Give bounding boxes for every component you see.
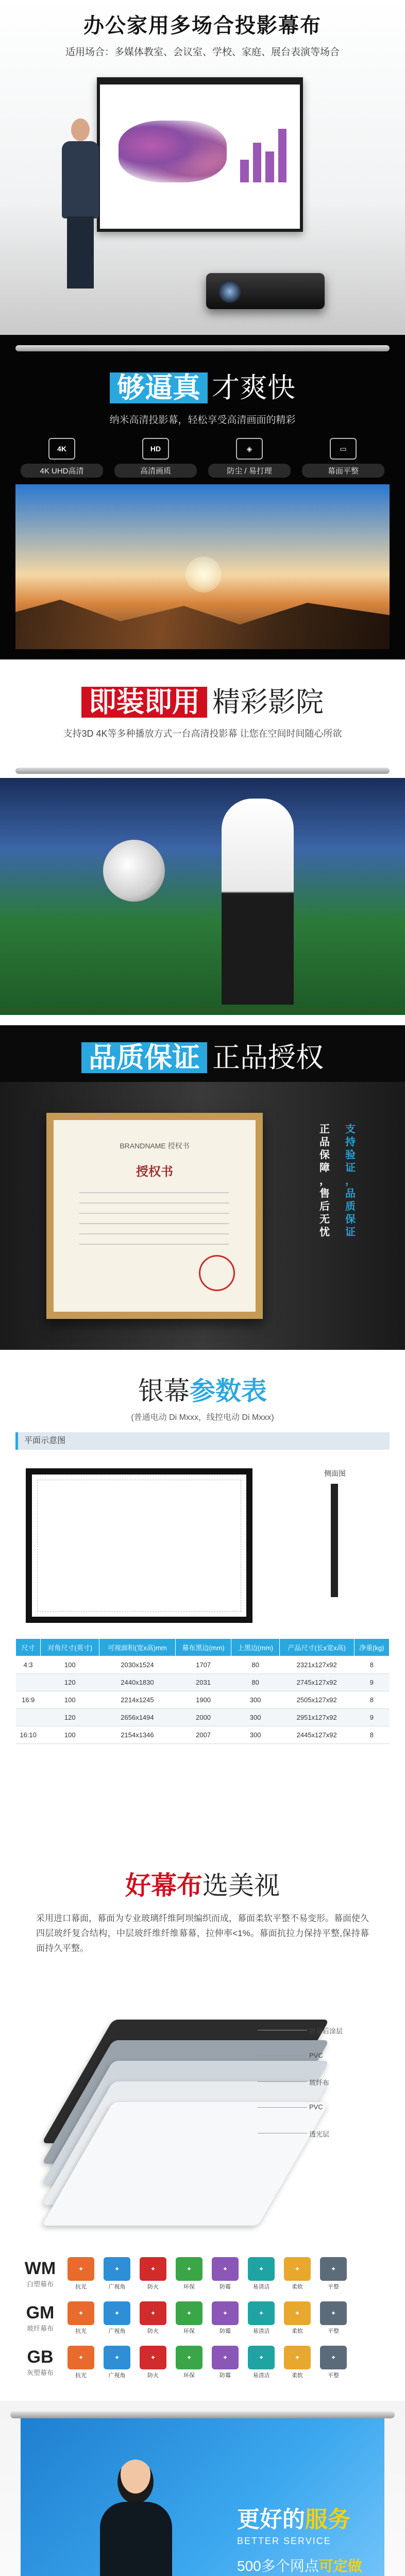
spec-table	[15, 1638, 390, 1744]
table-row	[16, 1709, 390, 1726]
lens-icon	[218, 280, 241, 303]
realistic-title	[0, 366, 405, 405]
grade-row	[15, 2251, 390, 2296]
slogan-char: 证	[345, 1162, 356, 1174]
slogan-char: 证	[345, 1227, 356, 1238]
spec-title-light: 银幕	[138, 1377, 190, 1405]
spec-cell: 300	[231, 1709, 279, 1726]
ready-desc: 支持3D 4K等多种播放方式一台高清投影幕 让您在空间时间随心所欲	[63, 728, 342, 739]
chart-bar	[253, 143, 262, 182]
slogan-char: 持	[345, 1137, 356, 1148]
spec-cell: 300	[231, 1726, 279, 1744]
projector-device	[206, 273, 325, 309]
office-section	[0, 0, 405, 335]
realistic-desc: 纳米高清投影幕，轻松享受高清画面的精彩	[109, 415, 296, 426]
spec-cell: 2000	[175, 1709, 231, 1726]
slogan-char: ，	[345, 1175, 356, 1187]
feature-icon: ✦ 柔软	[281, 2346, 313, 2379]
slogan-char: 保	[345, 1214, 356, 1225]
grade-row	[15, 2296, 390, 2340]
feature-item: ◈ 防尘 / 易打理	[208, 438, 291, 478]
spec-cell: 300	[231, 1691, 279, 1709]
spec-cell: 100	[41, 1726, 99, 1744]
spec-cell: 2030x1524	[99, 1656, 175, 1674]
service-text	[237, 2501, 392, 2576]
table-row	[16, 1726, 390, 1744]
spec-cell: 2656x1494	[99, 1709, 175, 1726]
screen-rod	[15, 345, 390, 351]
spec-cell: 80	[231, 1656, 279, 1674]
spec-cell: 1900	[175, 1691, 231, 1709]
slogan-char: 后	[319, 1201, 330, 1212]
spec-cell: 2154x1346	[99, 1726, 175, 1744]
spec-cell: 2445x127x92	[279, 1726, 354, 1744]
screen-rod	[15, 768, 390, 774]
dustproof-icon: ◈	[236, 438, 263, 460]
service-banner	[21, 2418, 384, 2576]
certificate-area	[0, 1082, 405, 1350]
table-row	[16, 1656, 390, 1674]
material-title-strong: 好幕布	[125, 1871, 202, 1900]
feature-icon: ✦ 广视角	[101, 2346, 133, 2379]
bar-graphic	[240, 126, 286, 182]
flat-screen-icon: ▭	[330, 438, 357, 460]
office-subtitle: 适用场合：多媒体教室、会议室、学校、家庭、展台表演等场合	[65, 47, 340, 58]
feature-icon: ✦ 平整	[317, 2301, 349, 2335]
feature-icon: ✦ 环保	[173, 2346, 205, 2379]
feature-icon: ✦ 平整	[317, 2346, 349, 2379]
spec-cell: 16:9	[16, 1691, 41, 1709]
feature-icon: ✦ 环保	[173, 2257, 205, 2291]
spec-header-cell: 产品尺寸(长x宽x高)	[279, 1639, 354, 1656]
feature-icon: ✦ 抗光	[65, 2346, 97, 2379]
feature-icon: ✦ 防霉	[209, 2301, 241, 2335]
grade-list	[15, 2251, 390, 2384]
material-desc: 采用进口幕面，幕面为专业玻璃纤维阿坝编织而成，幕面柔软平整不易变形。幕面使久四层玻纤复合结构，中层玻纤维纤维幕幕，拉伸率<1%。幕面抗拉力保持平整,保持幕面持久平整。	[36, 1913, 369, 1953]
spec-cell: 100	[41, 1656, 99, 1674]
spec-cell: 1707	[175, 1656, 231, 1674]
spec-cell: 8	[354, 1691, 389, 1709]
authorization-certificate	[46, 1113, 263, 1319]
layer-label: PVC	[309, 2103, 323, 2111]
feature-icon: ✦ 广视角	[101, 2257, 133, 2291]
spec-cell: 8	[354, 1726, 389, 1744]
soccer-ball-icon	[103, 840, 165, 902]
spec-cell: 2214x1245	[99, 1691, 175, 1709]
feature-icon: ✦ 环保	[173, 2301, 205, 2335]
spec-header-cell: 对角尺寸(英寸)	[41, 1639, 99, 1656]
uhd-icon: 4K	[48, 438, 75, 460]
presenter-figure	[57, 118, 103, 289]
feature-icon: ✦ 抗光	[65, 2257, 97, 2291]
realistic-title-light: 才爽快	[212, 372, 295, 403]
feature-icon: ✦ 抗光	[65, 2301, 97, 2335]
service-staff-figure	[93, 2460, 180, 2576]
feature-icon: ✦ 柔软	[281, 2257, 313, 2291]
material-section	[0, 1844, 405, 2401]
ready-section	[0, 659, 405, 1025]
service-custom: 可定做	[318, 2558, 362, 2574]
chart-bar	[265, 151, 274, 183]
slogan-char: 质	[345, 1201, 356, 1212]
world-map-graphic	[119, 121, 227, 182]
quality-title-light: 正品授权	[212, 1042, 324, 1073]
feature-item: ▭ 幕面平整	[302, 438, 384, 478]
slogan-char: 品	[319, 1137, 330, 1148]
service-outlets: 500多个网点	[237, 2558, 319, 2574]
cert-brand: BRANDNAME 授权书	[120, 1142, 190, 1150]
soccer-stadium-image	[0, 778, 405, 1015]
feature-item: 4K 4K UHD高清	[21, 438, 103, 478]
spec-cell: 4:3	[16, 1656, 41, 1674]
feature-icon: ✦ 易清洁	[245, 2346, 277, 2379]
seal-icon	[199, 1255, 235, 1291]
plan-view-label: 平面示意图	[15, 1432, 390, 1450]
layer-diagram	[0, 1999, 405, 2246]
chart-bar	[278, 129, 287, 183]
feature-icon: ✦ 易清洁	[245, 2301, 277, 2335]
screen-frame-diagram	[26, 1468, 252, 1623]
feature-item: HD 高清画质	[114, 438, 197, 478]
service-heading-highlight: 服务	[305, 2507, 350, 2532]
spec-cell: 80	[231, 1674, 279, 1691]
spec-cell: 8	[354, 1656, 389, 1674]
grade-row	[15, 2340, 390, 2384]
slogan-char: ，	[319, 1175, 330, 1187]
slogan-char: 品	[345, 1188, 356, 1199]
spec-cell: 2321x127x92	[279, 1656, 354, 1674]
grade-name: WM 白塑幕布	[24, 2259, 56, 2288]
spec-header-cell: 净重(kg)	[354, 1639, 389, 1656]
service-english: BETTER SERVICE	[237, 2536, 331, 2546]
spec-cell	[16, 1674, 41, 1691]
side-view-diagram	[304, 1468, 366, 1623]
slogan-char: 忧	[319, 1227, 330, 1238]
slogan-char: 保	[319, 1149, 330, 1161]
hd-icon: HD	[142, 438, 169, 460]
office-title: 办公家用多场合投影幕布	[83, 14, 322, 37]
spec-cell	[16, 1709, 41, 1726]
spec-cell: 2031	[175, 1674, 231, 1691]
spec-cell: 2505x127x92	[279, 1691, 354, 1709]
feature-icon: ✦ 防霉	[209, 2346, 241, 2379]
spec-cell: 9	[354, 1674, 389, 1691]
layer-label: 玻纤布	[309, 2079, 330, 2087]
service-heading: 更好的	[237, 2507, 305, 2532]
slogan-char: 售	[319, 1188, 330, 1199]
player-figure	[222, 799, 294, 1005]
slogan-char: 障	[319, 1162, 330, 1174]
screen-diagram	[15, 1458, 390, 1633]
layer-pointer	[258, 2081, 307, 2082]
side-view-title: 侧面图	[324, 1469, 346, 1478]
service-section	[0, 2401, 405, 2576]
vertical-slogan-2	[345, 1123, 356, 1239]
material-title-light: 选美视	[202, 1871, 280, 1900]
realistic-title-highlight: 够逼真	[110, 372, 208, 403]
slogan-char: 正	[319, 1124, 330, 1135]
layer-label: 银幕后涂层	[309, 2027, 343, 2035]
vertical-slogan-1	[319, 1123, 330, 1239]
feature-icon: ✦ 平整	[317, 2257, 349, 2291]
ready-title-highlight: 即装即用	[81, 687, 207, 718]
feature-icon: ✦ 柔软	[281, 2301, 313, 2335]
screen-rod	[10, 2411, 395, 2418]
cert-title: 授权书	[136, 1165, 173, 1179]
feature-icon: ✦ 广视角	[101, 2301, 133, 2335]
canyon-sunset-image	[15, 484, 390, 649]
realistic-section	[0, 335, 405, 659]
spec-cell: 2951x127x92	[279, 1709, 354, 1726]
spec-section	[0, 1350, 405, 1844]
spec-header-cell: 可视面积(宽x高)mm	[99, 1639, 175, 1656]
slogan-char: 验	[345, 1149, 356, 1161]
table-row	[16, 1674, 390, 1691]
chart-bar	[240, 160, 249, 182]
layer-pointer	[258, 2107, 307, 2108]
grade-name: GB 灰塑幕布	[26, 2347, 54, 2377]
ready-title-light: 精彩影院	[212, 687, 324, 718]
table-row	[16, 1691, 390, 1709]
presentation-screen	[97, 77, 303, 232]
feature-icon: ✦ 防霉	[209, 2257, 241, 2291]
ready-title	[0, 680, 405, 720]
spec-header-cell: 上黑边(mm)	[231, 1639, 279, 1656]
quality-title-highlight: 品质保证	[81, 1042, 207, 1073]
slogan-char: 无	[319, 1214, 330, 1225]
spec-cell: 100	[41, 1691, 99, 1709]
spec-header-cell: 尺寸	[16, 1639, 41, 1656]
feature-icon: ✦ 防火	[137, 2257, 169, 2291]
layer-label: 透光层	[309, 2130, 330, 2138]
material-title	[0, 1865, 405, 1902]
grade-name: GM 玻纤幕布	[26, 2303, 55, 2332]
spec-cell: 2440x1830	[99, 1674, 175, 1691]
feature-icon: ✦ 防火	[137, 2346, 169, 2379]
quality-title	[0, 1036, 405, 1075]
spec-desc: (普通电动 Di Mxxx，线控电动 Di Mxxx)	[131, 1413, 274, 1422]
spec-title	[0, 1370, 405, 1408]
spec-cell: 2745x127x92	[279, 1674, 354, 1691]
slogan-char: 支	[345, 1124, 356, 1135]
spec-cell: 120	[41, 1674, 99, 1691]
spec-cell: 9	[354, 1709, 389, 1726]
spec-header-cell: 幕布黑边(mm)	[175, 1639, 231, 1656]
layer-label: PVC	[309, 2052, 323, 2059]
spec-cell: 2007	[175, 1726, 231, 1744]
spec-cell: 16:10	[16, 1726, 41, 1744]
spec-title-strong: 参数表	[190, 1377, 267, 1405]
quality-section	[0, 1025, 405, 1350]
feature-icon: ✦ 防火	[137, 2301, 169, 2335]
spec-cell: 120	[41, 1709, 99, 1726]
feature-row	[21, 438, 384, 478]
feature-icon: ✦ 易清洁	[245, 2257, 277, 2291]
